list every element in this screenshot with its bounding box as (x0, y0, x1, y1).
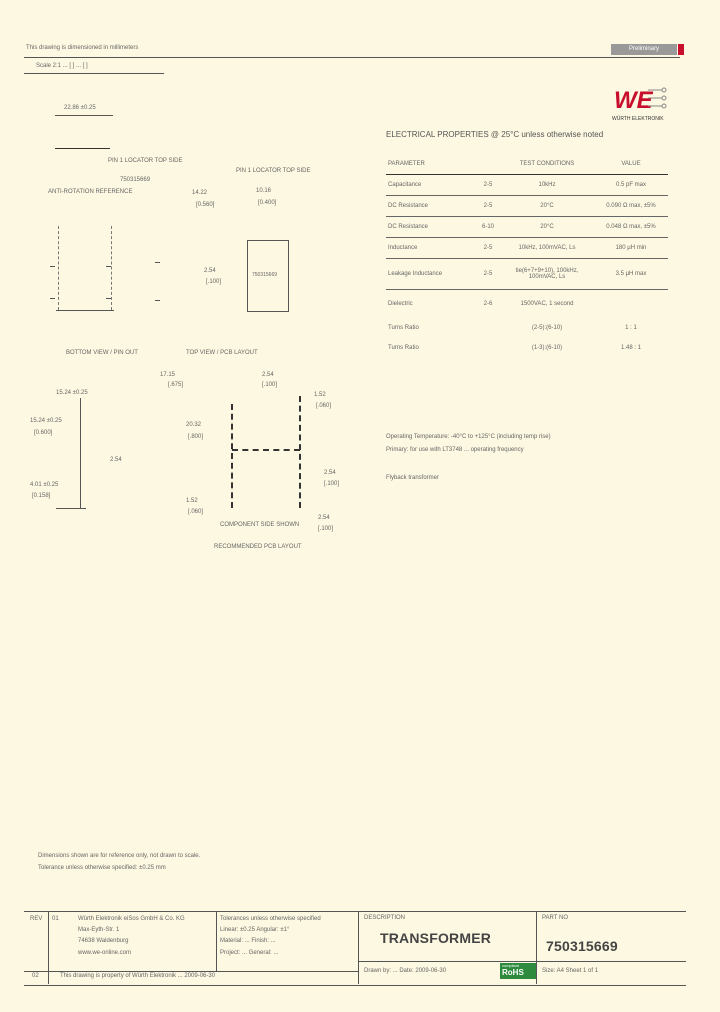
desc-label: DESCRIPTION (364, 915, 406, 921)
rohs-badge (500, 963, 536, 979)
layout-footprint-label: COMPONENT SIDE SHOWN (220, 522, 300, 528)
note-3: Flyback transformer (386, 475, 440, 481)
layout-dim-e: 1.52 (314, 392, 326, 398)
pin-marker (155, 262, 160, 263)
layout-dim-h: [.800] (188, 434, 204, 440)
layout-dim-a: 17.15 (160, 372, 176, 378)
table-row: DC Resistance 6-10 20°C 0.048 Ω max, ±5% (386, 217, 668, 238)
rohs-text: RoHS (502, 968, 524, 977)
sheet-label: Size: A4 Sheet 1 of 1 (542, 968, 599, 974)
pad-column-right (299, 396, 301, 508)
title-block-div (358, 911, 359, 984)
spec-line-3: Material: ... Finish: ... (220, 938, 276, 944)
pin-marker (50, 266, 55, 267)
accent-bar (678, 44, 684, 55)
spec-table (386, 154, 668, 358)
layout-dim-side-a: 1.52 (186, 498, 198, 504)
table-row: Inductance 2-5 10kHz, 100mVAC, Ls 180 μH min (386, 238, 668, 259)
note-1: Operating Temperature: -40°C to +125°C (including temp rise) (386, 434, 551, 440)
left-dim-a: 15.24 ±0.25 (30, 418, 62, 424)
top-view-body (58, 226, 112, 310)
spec-header-pins (476, 154, 500, 175)
schematic-mark: 750315669 (252, 272, 278, 278)
spec-line-2: Linear: ±0.25 Angular: ±1° (220, 927, 290, 933)
company-line-1: Würth Elektronik eiSos GmbH & Co. KG (78, 916, 185, 922)
layout-dim-c: 2.54 (262, 372, 274, 378)
top-dim-line (55, 115, 113, 116)
side-dim-b: [0.560] (196, 202, 215, 208)
layout-dim-g: 20.32 (186, 422, 202, 428)
company-line-2: Max-Eyth-Str. 1 (78, 927, 120, 933)
spec-header-conditions: TEST CONDITIONS (500, 154, 594, 175)
note-2: Primary: for use with LT3748 ... operating frequency (386, 447, 524, 453)
rev-label: REV (30, 916, 43, 922)
layout-dim-d: [.100] (262, 382, 278, 388)
title-block-div (216, 911, 217, 971)
title-block-row-rule (358, 961, 686, 962)
view1-label: BOTTOM VIEW / PIN OUT (66, 350, 138, 356)
layout-dim-f: [.060] (316, 403, 332, 409)
spec-line-4: Project: ... General: ... (220, 950, 279, 956)
side-dim-c: 10.16 (256, 188, 272, 194)
spec-line-1: Tolerances unless otherwise specified (220, 916, 321, 922)
side-dim-a: 14.22 (192, 190, 208, 196)
table-row: Turns Ratio (1-3):(6-10) 1.48 : 1 (388, 345, 641, 351)
table-row: Capacitance 2-5 10kHz 0.5 pF max (386, 175, 668, 196)
company-line-3: 74638 Waldenburg (78, 938, 129, 944)
pad-row (232, 449, 300, 451)
logo-letters: WE (614, 87, 653, 114)
pad-column-left (231, 404, 233, 508)
lower-line: This drawing is property of Würth Elektronik ... 2009-06-30 (60, 973, 216, 979)
pin-marker (155, 300, 160, 301)
part-mark-label: 750315669 (120, 177, 151, 183)
we-logo (610, 80, 670, 124)
rev-number-2: 02 (32, 973, 39, 979)
spec-title: ELECTRICAL PROPERTIES @ 25°C unless otherwise noted (386, 130, 604, 139)
layout-dim-right-c: 2.54 (318, 515, 330, 521)
layout-dim-right-d: [.100] (318, 526, 334, 532)
layout-dim-side-b: [.060] (188, 509, 204, 515)
table-row: Dielectric 2-6 1500VAC, 1 second (388, 301, 574, 307)
layout-dim-b: [.675] (168, 382, 184, 388)
pin-locator-label: PIN 1 LOCATOR TOP SIDE (108, 158, 183, 164)
side-view-label: 15.24 ±0.25 (56, 390, 88, 396)
left-dim-b: [0.600] (34, 430, 53, 436)
header-subline-rule (24, 73, 164, 74)
center-dim-side: 2.54 (110, 457, 122, 463)
table-row: Leakage Inductance 2-5 tie(6+7+9+10), 100kHz, 100mVAC, Ls 3.5 μH max (386, 259, 668, 290)
pin-marker (106, 266, 111, 267)
title-block-div (536, 911, 537, 984)
top-dim-line-2 (55, 148, 110, 149)
rohs-sub: compliant (502, 963, 520, 968)
title-block-div (48, 911, 49, 984)
left-dim-d: [0.158] (32, 493, 51, 499)
center-dim-a: 2.54 (204, 268, 216, 274)
header-divider (24, 57, 680, 58)
title-block-row-rule (24, 971, 358, 972)
footnote-2: Tolerance unless otherwise specified: ±0.25 mm (38, 865, 166, 871)
logo-brand: WÜRTH ELEKTRONIK (612, 116, 664, 122)
header-subline: Scale 2:1 ... [ ] ... [ ] (36, 63, 88, 69)
pin-marker (106, 298, 111, 299)
center-dim-b: [.100] (206, 279, 222, 285)
company-line-4: www.we-online.com (78, 950, 132, 956)
anchor-label: ANTI-ROTATION REFERENCE (48, 189, 133, 195)
layout-dim-right-a: 2.54 (324, 470, 336, 476)
rev-number: 01 (52, 916, 59, 922)
left-dim-c: 4.01 ±0.25 (30, 482, 59, 488)
top-dim-label: 22.86 ±0.25 (64, 105, 96, 111)
side-view-vline (80, 398, 81, 508)
spec-header-value: VALUE (594, 154, 668, 175)
view2-label: TOP VIEW / PCB LAYOUT (186, 350, 258, 356)
header-note: This drawing is dimensioned in millimeters (26, 45, 139, 51)
top-view-baseline (56, 310, 114, 311)
table-row: DC Resistance 2-5 20°C 0.090 Ω max, ±5% (386, 196, 668, 217)
footnote-1: Dimensions shown are for reference only, not drawn to scale. (38, 853, 201, 859)
part-label: PART NO (542, 915, 569, 921)
side-dim-d: [0.400] (258, 200, 277, 206)
center-anchor-label: PIN 1 LOCATOR TOP SIDE (236, 168, 311, 174)
spec-header-parameter: PARAMETER (386, 154, 476, 175)
doc-title: TRANSFORMER (380, 930, 492, 946)
preliminary-tag: Preliminary (611, 44, 677, 55)
part-number: 750315669 (546, 938, 618, 954)
layout-dim-right-b: [.100] (324, 481, 340, 487)
pin-marker (50, 298, 55, 299)
table-row: Turns Ratio (2-5):(6-10) 1 : 1 (388, 325, 637, 331)
side-view-base (56, 508, 86, 509)
date-label: Drawn by: ... Date: 2009-06-30 (364, 968, 447, 974)
layout-title: RECOMMENDED PCB LAYOUT (214, 544, 302, 550)
